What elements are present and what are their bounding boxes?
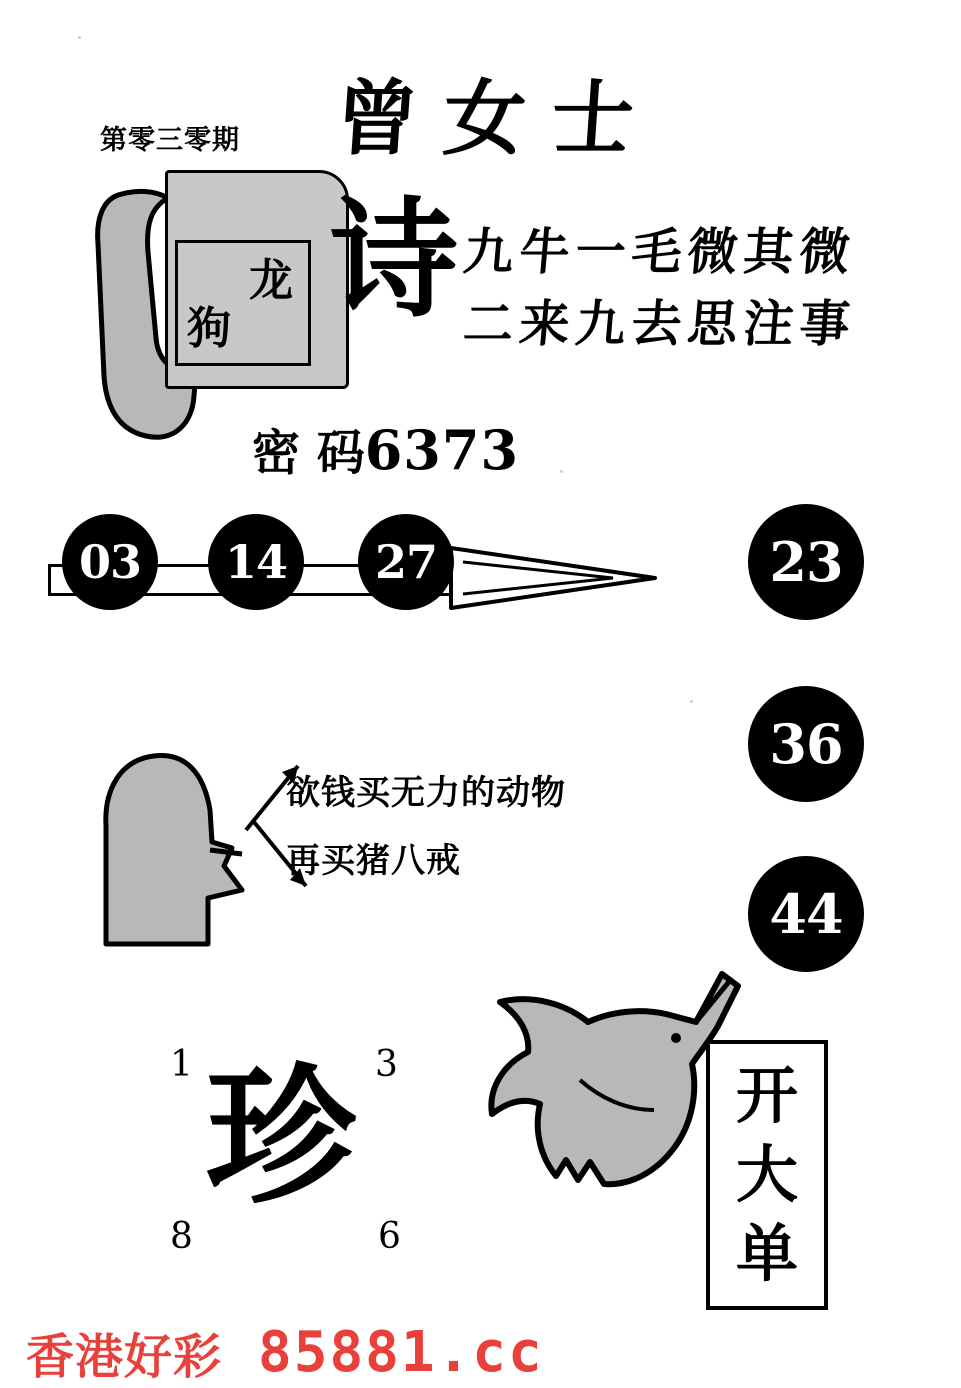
speech-line-2: 再买猪八戒 bbox=[286, 841, 461, 881]
footer-site-url[interactable]: 85881.cc bbox=[258, 1319, 544, 1385]
vertical-char: 开 bbox=[735, 1059, 798, 1132]
lottery-ball: 36 bbox=[748, 686, 864, 802]
corner-number-bottom-right: 6 bbox=[378, 1216, 401, 1257]
password-row bbox=[252, 414, 519, 483]
page-title: 曾女士 bbox=[332, 71, 663, 167]
lottery-ball: 27 bbox=[358, 514, 454, 610]
poem-line-1: 九牛一毛微其微 bbox=[461, 222, 859, 281]
lottery-ball: 14 bbox=[208, 514, 304, 610]
lottery-ball: 44 bbox=[748, 856, 864, 972]
center-character: 珍 bbox=[206, 1049, 357, 1225]
paper-speck bbox=[560, 470, 563, 473]
footer-bar bbox=[0, 1318, 961, 1386]
zodiac-top-label: 龙 bbox=[249, 255, 293, 306]
arrow-head bbox=[443, 542, 673, 614]
password-digits: 6373 bbox=[364, 418, 520, 482]
corner-number-top-left: 1 bbox=[170, 1044, 193, 1085]
footer-brand: 香港好彩 bbox=[26, 1328, 223, 1385]
speech-line-1: 欲钱买无力的动物 bbox=[286, 773, 566, 813]
poem-character: 诗 bbox=[330, 185, 459, 335]
issue-label: 第零三零期 bbox=[100, 125, 240, 156]
paper-speck bbox=[690, 700, 693, 703]
lottery-ball: 03 bbox=[62, 514, 158, 610]
lottery-ball: 23 bbox=[748, 504, 864, 620]
corner-number-bottom-left: 8 bbox=[170, 1216, 193, 1257]
vertical-char: 大 bbox=[735, 1138, 798, 1211]
scroll-banner-icon bbox=[165, 170, 345, 385]
zodiac-bottom-label: 狗 bbox=[187, 303, 231, 354]
vertical-slogan-box bbox=[706, 1040, 828, 1310]
corner-number-top-right: 3 bbox=[375, 1044, 398, 1085]
vertical-char: 单 bbox=[735, 1217, 798, 1290]
password-label: 密 码 bbox=[252, 425, 365, 481]
poem-line-2: 二来九去思注事 bbox=[461, 294, 859, 353]
paper-speck bbox=[78, 36, 81, 39]
